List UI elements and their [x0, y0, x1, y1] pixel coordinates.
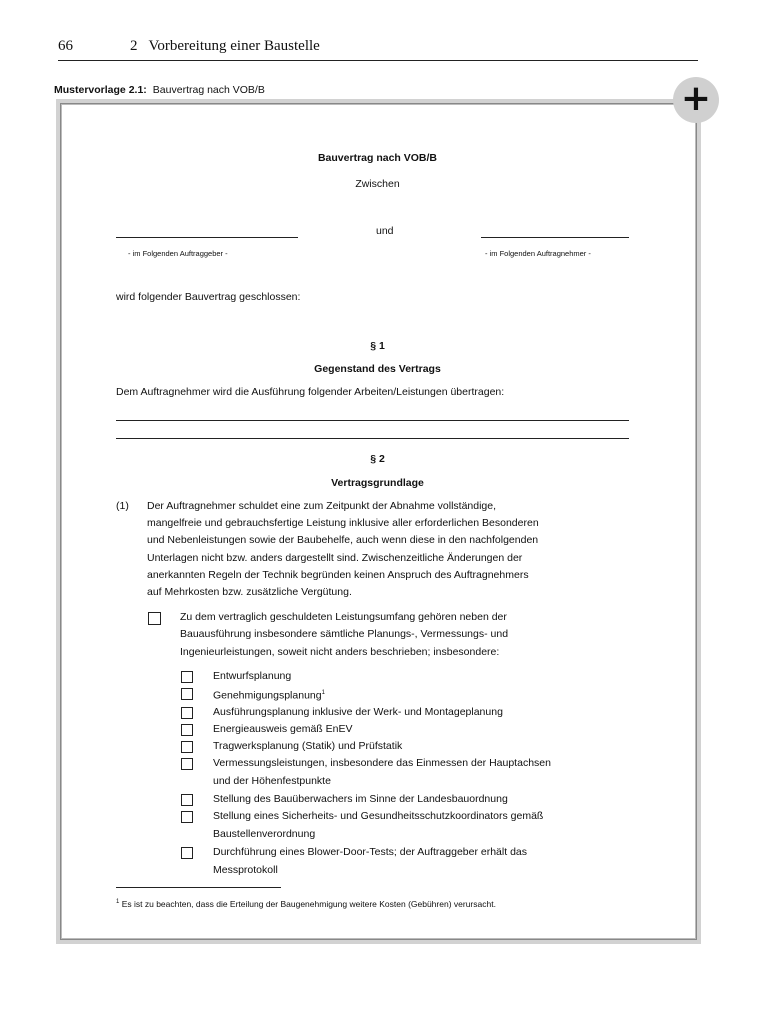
item-vermessungsleistungen: Vermessungsleistungen, insbesondere das Einmessen der Hauptachsen	[213, 757, 551, 769]
scope-option-text	[180, 609, 660, 661]
caption-label: Mustervorlage 2.1:	[54, 84, 147, 96]
contract-title: Bauvertrag nach VOB/B	[317, 152, 438, 164]
work-description-line-2[interactable]	[116, 438, 629, 439]
section-2-heading: Vertragsgrundlage	[331, 477, 424, 489]
item-energieausweis: Energieausweis gemäß EnEV	[213, 723, 353, 735]
item-ausfuehrungsplanung: Ausführungsplanung inklusive der Werk- und Montageplanung	[213, 706, 503, 718]
item-blower-door-test-cont: Messprotokoll	[213, 864, 278, 876]
plus-icon[interactable]: +	[673, 77, 719, 123]
page-number: 66	[58, 38, 73, 54]
paragraph-line: auf Mehrkosten bzw. zusätzliche Vergütung.	[147, 586, 352, 599]
paragraph-line: anerkannten Regeln der Technik begründen keinen Anspruch des Auftragnehmers	[147, 568, 529, 581]
footnote-reference: 1	[321, 690, 325, 696]
contract-intro: wird folgender Bauvertrag geschlossen:	[116, 291, 301, 303]
paragraph-line: mangelfreie und gebrauchsfertige Leistung inklusive aller erforderlichen Besonderen	[147, 517, 539, 530]
checkbox-tragwerksplanung[interactable]	[181, 741, 193, 753]
item-vermessungsleistungen-cont: und der Höhenfestpunkte	[213, 775, 331, 787]
figure-caption	[54, 84, 265, 96]
checkbox-bauueberwacher[interactable]	[181, 794, 193, 806]
checkbox-ausfuehrungsplanung[interactable]	[181, 707, 193, 719]
footnote-mark: 1	[116, 899, 120, 906]
between-label: Zwischen	[355, 178, 400, 190]
checkbox-sige-koordinator[interactable]	[181, 811, 193, 823]
item-sige-koordinator: Stellung eines Sicherheits- und Gesundheitsschutzkoordinators gemäß	[213, 810, 544, 822]
section-1-heading: Gegenstand des Vertrags	[314, 363, 441, 375]
and-label: und	[376, 225, 394, 237]
footnote-divider	[116, 887, 281, 888]
page-header	[58, 36, 698, 61]
section-2-paragraph	[147, 498, 627, 601]
item-sige-koordinator-cont: Baustellenverordnung	[213, 828, 316, 840]
contractor-label: - im Folgenden Auftragnehmer -	[485, 249, 591, 258]
checkbox-blower-door-test[interactable]	[181, 847, 193, 859]
paragraph-number: (1)	[116, 500, 129, 512]
checkbox-genehmigungsplanung[interactable]	[181, 688, 193, 700]
work-description-line-1[interactable]	[116, 420, 629, 421]
contractor-signature-line[interactable]	[481, 237, 629, 238]
item-genehmigungsplanung	[213, 685, 325, 704]
section-2-number: § 2	[370, 453, 385, 465]
paragraph-line: Unterlagen nicht bzw. anders dargestellt sind. Zwischenzeitliche Änderungen der	[147, 551, 523, 564]
item-tragwerksplanung: Tragwerksplanung (Statik) und Prüfstatik	[213, 740, 403, 752]
footnote-text: Es ist zu beachten, dass die Erteilung der Baugenehmigung weitere Kosten (Gebühren) verursacht.	[121, 899, 496, 909]
item-blower-door-test: Durchführung eines Blower-Door-Tests; der Auftraggeber erhält das	[213, 846, 527, 858]
checkbox-energieausweis[interactable]	[181, 724, 193, 736]
paragraph-line: Der Auftragnehmer schuldet eine zum Zeitpunkt der Abnahme vollständige,	[147, 500, 497, 512]
paragraph-line: und Nebenleistungen sowie der Baubehelfe, auch wenn diese in den nachfolgenden	[147, 534, 539, 547]
item-genehmigungsplanung-label: Genehmigungsplanung	[213, 689, 322, 702]
client-label: - im Folgenden Auftraggeber -	[128, 249, 228, 258]
option-line: Zu dem vertraglich geschuldeten Leistungsumfang gehören neben der	[180, 611, 507, 623]
checkbox-vermessungsleistungen[interactable]	[181, 758, 193, 770]
section-1-text: Dem Auftragnehmer wird die Ausführung folgender Arbeiten/Leistungen übertragen:	[116, 386, 505, 398]
section-1-number: § 1	[370, 340, 385, 352]
caption-title: Bauvertrag nach VOB/B	[152, 84, 265, 96]
chapter-title: 2 Vorbereitung einer Baustelle	[130, 38, 320, 54]
option-line: Ingenieurleistungen, soweit nicht anders beschrieben; insbesondere:	[180, 645, 500, 658]
option-line: Bauausführung insbesondere sämtliche Planungs-, Vermessungs- und	[180, 628, 509, 641]
item-entwurfsplanung: Entwurfsplanung	[213, 670, 292, 682]
scope-option-checkbox[interactable]	[148, 612, 161, 625]
footnote	[116, 899, 496, 909]
item-bauueberwacher: Stellung des Bauüberwachers im Sinne der Landesbauordnung	[213, 793, 508, 805]
client-signature-line[interactable]	[116, 237, 298, 238]
checkbox-entwurfsplanung[interactable]	[181, 671, 193, 683]
